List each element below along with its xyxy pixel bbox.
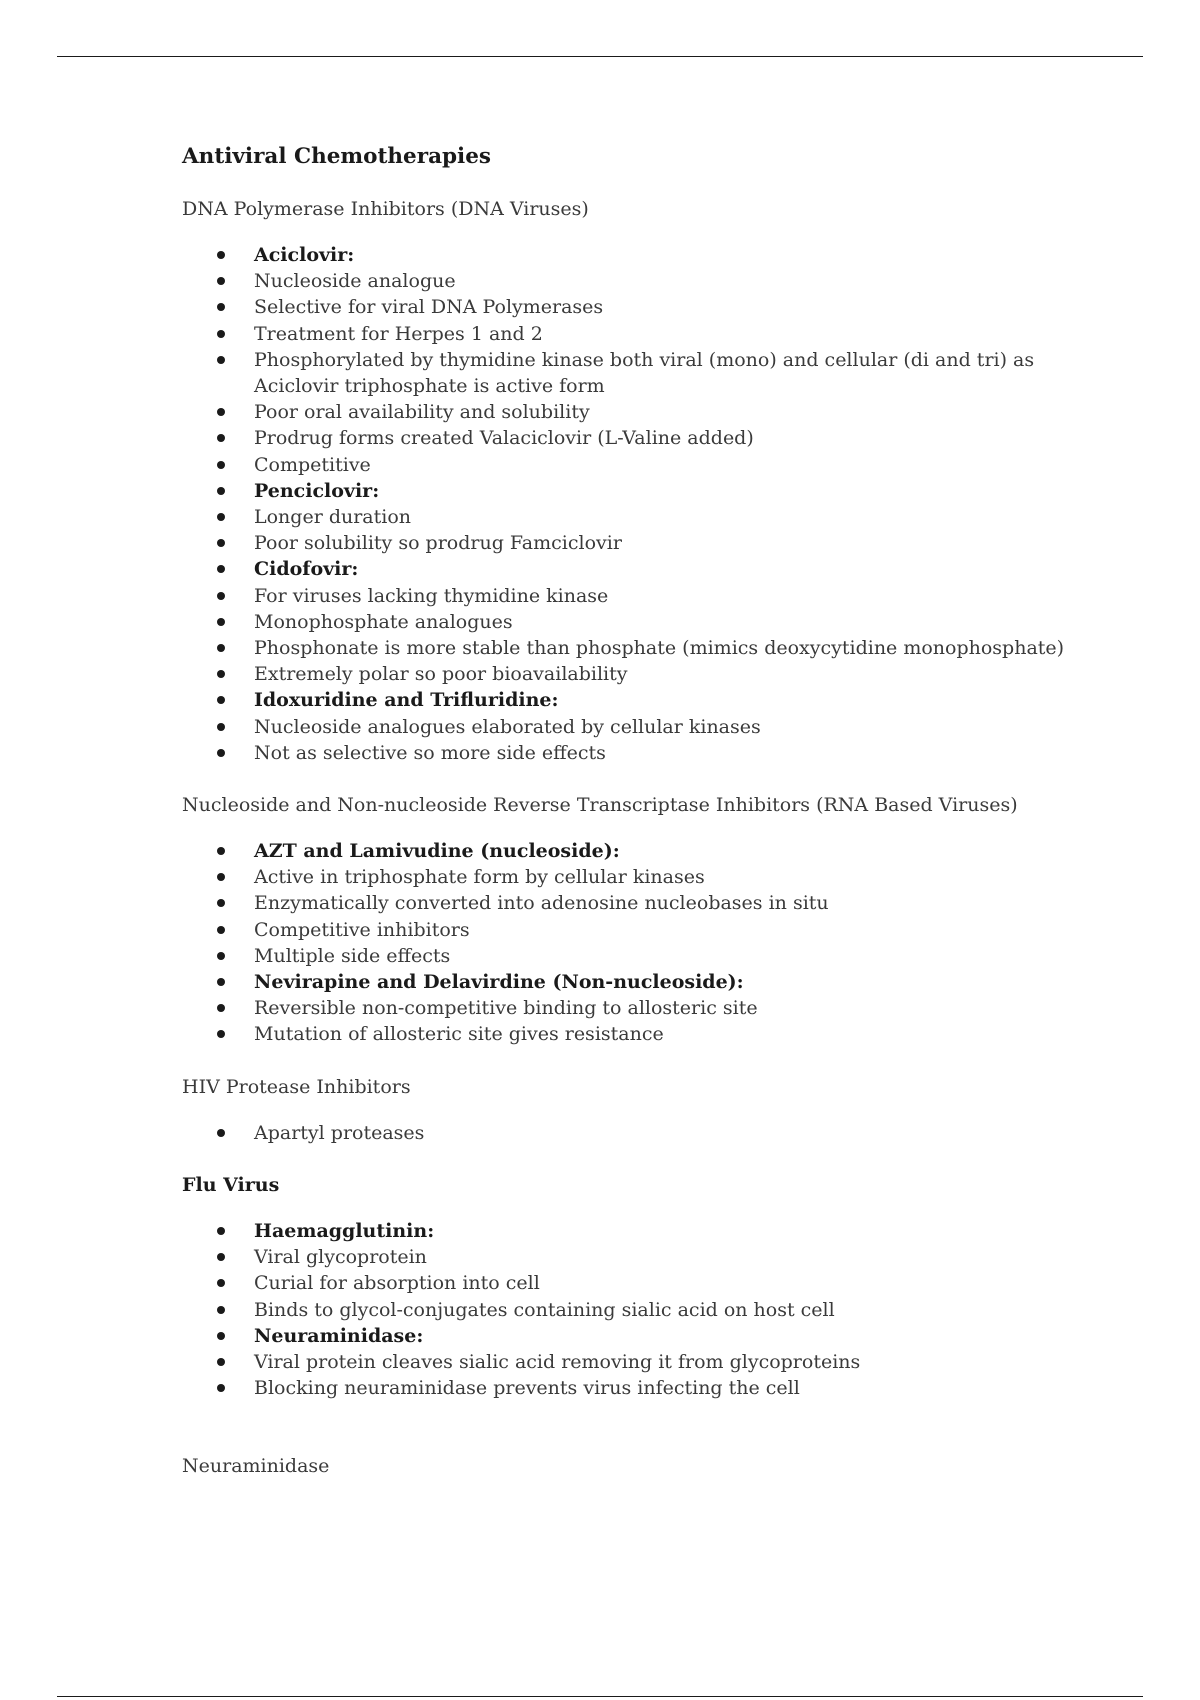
footer-rule xyxy=(57,1696,1143,1697)
bullet-icon xyxy=(217,847,225,855)
document-title: Antiviral Chemotherapies xyxy=(182,144,491,169)
list-item: Monophosphate analogues xyxy=(182,609,1082,635)
bullet-icon xyxy=(217,461,225,469)
list-item: Cidofovir: xyxy=(182,556,1082,582)
list-item: Competitive xyxy=(182,452,1082,478)
bullet-icon xyxy=(217,978,225,986)
list-item: Curial for absorption into cell xyxy=(182,1270,1082,1296)
bullet-icon xyxy=(217,251,225,259)
list-item: Not as selective so more side effects xyxy=(182,740,1082,766)
bullet-icon xyxy=(217,670,225,678)
bullet-list xyxy=(182,242,1082,766)
section-heading: DNA Polymerase Inhibitors (DNA Viruses) xyxy=(182,198,589,220)
section-heading: HIV Protease Inhibitors xyxy=(182,1075,411,1098)
bullet-icon xyxy=(217,749,225,757)
bullet-icon xyxy=(217,539,225,547)
bullet-icon xyxy=(217,1384,225,1392)
list-item: Penciclovir: xyxy=(182,478,1082,504)
section-heading: Neuraminidase xyxy=(182,1455,330,1478)
bullet-icon xyxy=(217,1227,225,1235)
list-item: Active in triphosphate form by cellular kinases xyxy=(182,864,1082,890)
bullet-icon xyxy=(217,1030,225,1038)
list-item: Nucleoside analogue xyxy=(182,268,1082,294)
list-item: Poor oral availability and solubility xyxy=(182,399,1082,425)
bullet-icon xyxy=(217,926,225,934)
header-rule xyxy=(57,56,1143,57)
bullet-icon xyxy=(217,899,225,907)
section-heading: Flu Virus xyxy=(182,1173,280,1196)
list-item: Viral protein cleaves sialic acid removing it from glycoproteins xyxy=(182,1349,1082,1375)
bullet-icon xyxy=(217,644,225,652)
list-item: Selective for viral DNA Polymerases xyxy=(182,294,1082,320)
bullet-icon xyxy=(217,1004,225,1012)
list-item: Extremely polar so poor bioavailability xyxy=(182,661,1082,687)
list-item: Blocking neuraminidase prevents virus infecting the cell xyxy=(182,1375,1082,1401)
list-item: Neuraminidase: xyxy=(182,1323,1082,1349)
bullet-icon xyxy=(217,873,225,881)
bullet-icon xyxy=(217,1129,225,1137)
bullet-list xyxy=(182,838,1082,1048)
list-item: Longer duration xyxy=(182,504,1082,530)
list-item: For viruses lacking thymidine kinase xyxy=(182,583,1082,609)
bullet-icon xyxy=(217,723,225,731)
bullet-icon xyxy=(217,1332,225,1340)
bullet-list xyxy=(182,1120,1082,1146)
list-item: Prodrug forms created Valaciclovir (L-Valine added) xyxy=(182,425,1082,451)
list-item: Aciclovir: xyxy=(182,242,1082,268)
list-item: Enzymatically converted into adenosine nucleobases in situ xyxy=(182,890,1082,916)
bullet-icon xyxy=(217,513,225,521)
list-item: Phosphorylated by thymidine kinase both viral (mono) and cellular (di and tri) as Aciclovir triphosphate is active form xyxy=(182,347,1082,399)
bullet-icon xyxy=(217,1358,225,1366)
bullet-icon xyxy=(217,303,225,311)
list-item: Nucleoside analogues elaborated by cellular kinases xyxy=(182,714,1082,740)
bullet-icon xyxy=(217,1279,225,1287)
bullet-icon xyxy=(217,277,225,285)
list-item: Poor solubility so prodrug Famciclovir xyxy=(182,530,1082,556)
list-item: Reversible non-competitive binding to allosteric site xyxy=(182,995,1082,1021)
list-item: Phosphonate is more stable than phosphate (mimics deoxycytidine monophosphate) xyxy=(182,635,1082,661)
list-item: Mutation of allosteric site gives resistance xyxy=(182,1021,1082,1047)
list-item: Viral glycoprotein xyxy=(182,1244,1082,1270)
bullet-icon xyxy=(217,1253,225,1261)
list-item: Apartyl proteases xyxy=(182,1120,1082,1146)
bullet-icon xyxy=(217,408,225,416)
list-item: Multiple side effects xyxy=(182,943,1082,969)
bullet-icon xyxy=(217,618,225,626)
list-item: Nevirapine and Delavirdine (Non-nucleoside): xyxy=(182,969,1082,995)
document-body xyxy=(182,142,1082,1479)
list-item: AZT and Lamivudine (nucleoside): xyxy=(182,838,1082,864)
list-item: Binds to glycol-conjugates containing sialic acid on host cell xyxy=(182,1297,1082,1323)
bullet-icon xyxy=(217,434,225,442)
bullet-icon xyxy=(217,1306,225,1314)
bullet-icon xyxy=(217,565,225,573)
bullet-icon xyxy=(217,952,225,960)
bullet-icon xyxy=(217,592,225,600)
bullet-icon xyxy=(217,330,225,338)
bullet-icon xyxy=(217,696,225,704)
list-item: Haemagglutinin: xyxy=(182,1218,1082,1244)
bullet-list xyxy=(182,1218,1082,1401)
list-item: Treatment for Herpes 1 and 2 xyxy=(182,321,1082,347)
section-heading: Nucleoside and Non-nucleoside Reverse Transcriptase Inhibitors (RNA Based Viruses) xyxy=(182,794,1018,817)
list-item: Competitive inhibitors xyxy=(182,917,1082,943)
bullet-icon xyxy=(217,356,225,364)
list-item: Idoxuridine and Trifluridine: xyxy=(182,687,1082,713)
bullet-icon xyxy=(217,487,225,495)
